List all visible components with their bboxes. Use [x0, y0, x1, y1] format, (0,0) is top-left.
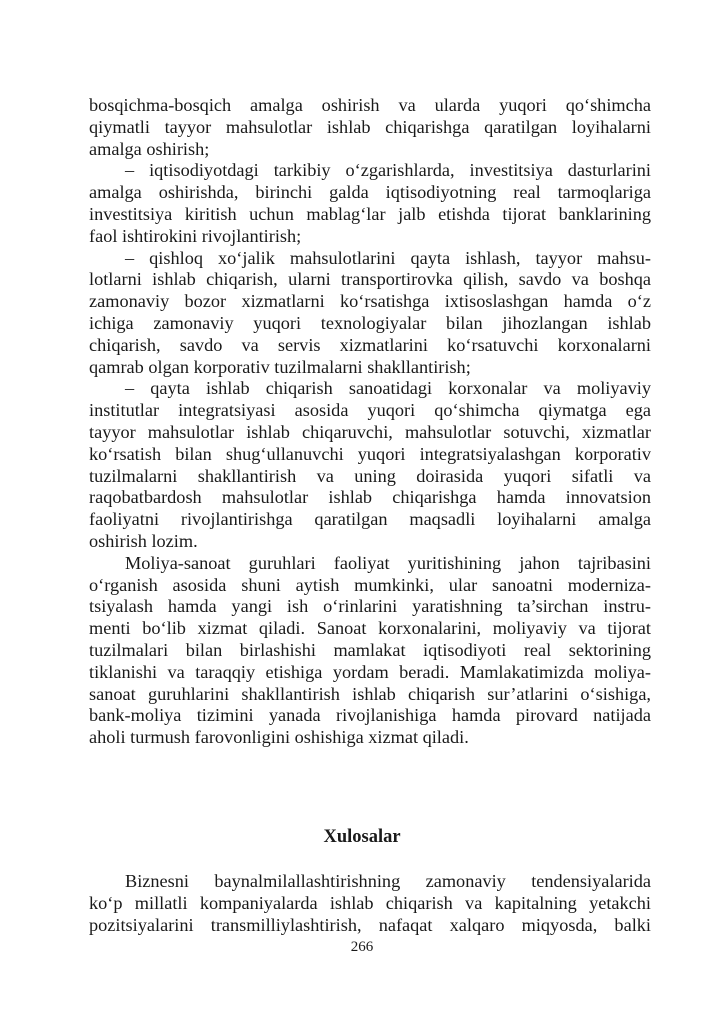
text-line: menti bo‘lib xizmat qiladi. Sanoat korxonalarini, moliyaviy va tijorat: [89, 618, 651, 639]
text-line: amalga oshirish;: [89, 138, 210, 159]
text-line: qamrab olgan korporativ tuzilmalarni shakllantirish;: [89, 356, 471, 377]
text-line: tayyor mahsulotlar ishlab chiqaruvchi, mahsulotlar sotuvchi, xizmatlar: [89, 421, 651, 442]
text-line: Moliya-sanoat guruhlari faoliyat yuritishining jahon tajribasini: [125, 552, 651, 573]
text-line: faol ishtirokini rivojlantirish;: [89, 225, 302, 246]
text-line: – qishloq xo‘jalik mahsulotlarini qayta ishlash, tayyor mahsu-: [125, 247, 651, 268]
text-line: faoliyatni rivojlantirishga qaratilgan maqsadli loyihalarni amalga: [89, 509, 651, 530]
text-line: sanoat guruhlarini shakllantirish ishlab chiqarish sur’atlarini o‘sishiga,: [89, 683, 651, 704]
body-text: [89, 95, 651, 749]
text-line: o‘rganish asosida shuni aytish mumkinki, ular sanoatni moderniza-: [89, 574, 651, 595]
text-line: lotlarni ishlab chiqarish, ularni transportirovka qilish, savdo va boshqa: [89, 269, 651, 290]
section-heading: Xulosalar: [323, 827, 401, 847]
text-line: Biznesni baynalmilallashtirishning zamonaviy tendensiyalarida: [125, 871, 651, 891]
text-line: tiklanishi va taraqqiy etishiga yordam beradi. Mamlakatimizda moliya-: [89, 661, 651, 682]
page-number: 266: [350, 939, 374, 955]
conclusion-text: [89, 871, 651, 936]
text-line: investitsiya kiritish uchun mablag‘lar jalb etishda tijorat banklarining: [89, 203, 651, 224]
paragraph: [89, 553, 651, 749]
text-line: zamonaviy bozor xizmatlarni ko‘rsatishga ixtisoslashgan hamda o‘z: [89, 291, 651, 312]
paragraph: [89, 95, 651, 160]
text-line: tuzilmalarni shakllantirish va uning doirasida yuqori sifatli va: [89, 465, 651, 486]
text-line: tsiyalash hamda yangi ish o‘rinlarini yaratishning ta’sirchan instru-: [89, 596, 651, 617]
text-line: bosqichma-bosqich amalga oshirish va ularda yuqori qo‘shimcha: [89, 95, 651, 115]
text-line: bank-moliya tizimini yanada rivojlanishiga hamda pirovard natijada: [89, 705, 651, 726]
text-line: chiqarish, savdo va servis xizmatlarini ko‘rsatuvchi korxonalarni: [89, 334, 651, 355]
text-line: raqobatbardosh mahsulotlar ishlab chiqarishga hamda innovatsion: [89, 487, 651, 508]
text-line: institutlar integratsiyasi asosida yuqori qo‘shimcha qiymatga ega: [89, 400, 651, 421]
paragraph: [89, 378, 651, 552]
paragraph: [89, 248, 651, 379]
text-line: ko‘rsatish bilan shug‘ullanuvchi yuqori integratsiyalashgan korporativ: [89, 443, 651, 464]
text-line: aholi turmush farovonligini oshishiga xizmat qiladi.: [89, 727, 469, 748]
text-line: ichiga zamonaviy yuqori texnologiyalar bilan jihozlangan ishlab: [89, 312, 651, 333]
text-line: tuzilmalari bilan birlashishi mamlakat iqtisodiyoti real sektorining: [89, 639, 651, 660]
text-line: amalga oshirishda, birinchi galda iqtisodiyotning real tarmoqlariga: [89, 182, 651, 203]
text-line: ko‘p millatli kompaniyalarda ishlab chiqarish va kapitalning yetakchi: [89, 892, 651, 913]
text-line: – qayta ishlab chiqarish sanoatidagi korxonalar va moliyaviy: [125, 378, 651, 399]
paragraph: [89, 871, 651, 936]
text-line: pozitsiyalarini transmilliylashtirish, nafaqat xalqaro miqyosda, balki: [89, 914, 651, 935]
text-line: qiymatli tayyor mahsulotlar ishlab chiqarishga qaratilgan loyihalarni: [89, 116, 651, 137]
text-line: – iqtisodiyotdagi tarkibiy o‘zgarishlarda, investitsiya dasturlarini: [125, 160, 651, 181]
text-line: oshirish lozim.: [89, 530, 198, 551]
paragraph: [89, 160, 651, 247]
